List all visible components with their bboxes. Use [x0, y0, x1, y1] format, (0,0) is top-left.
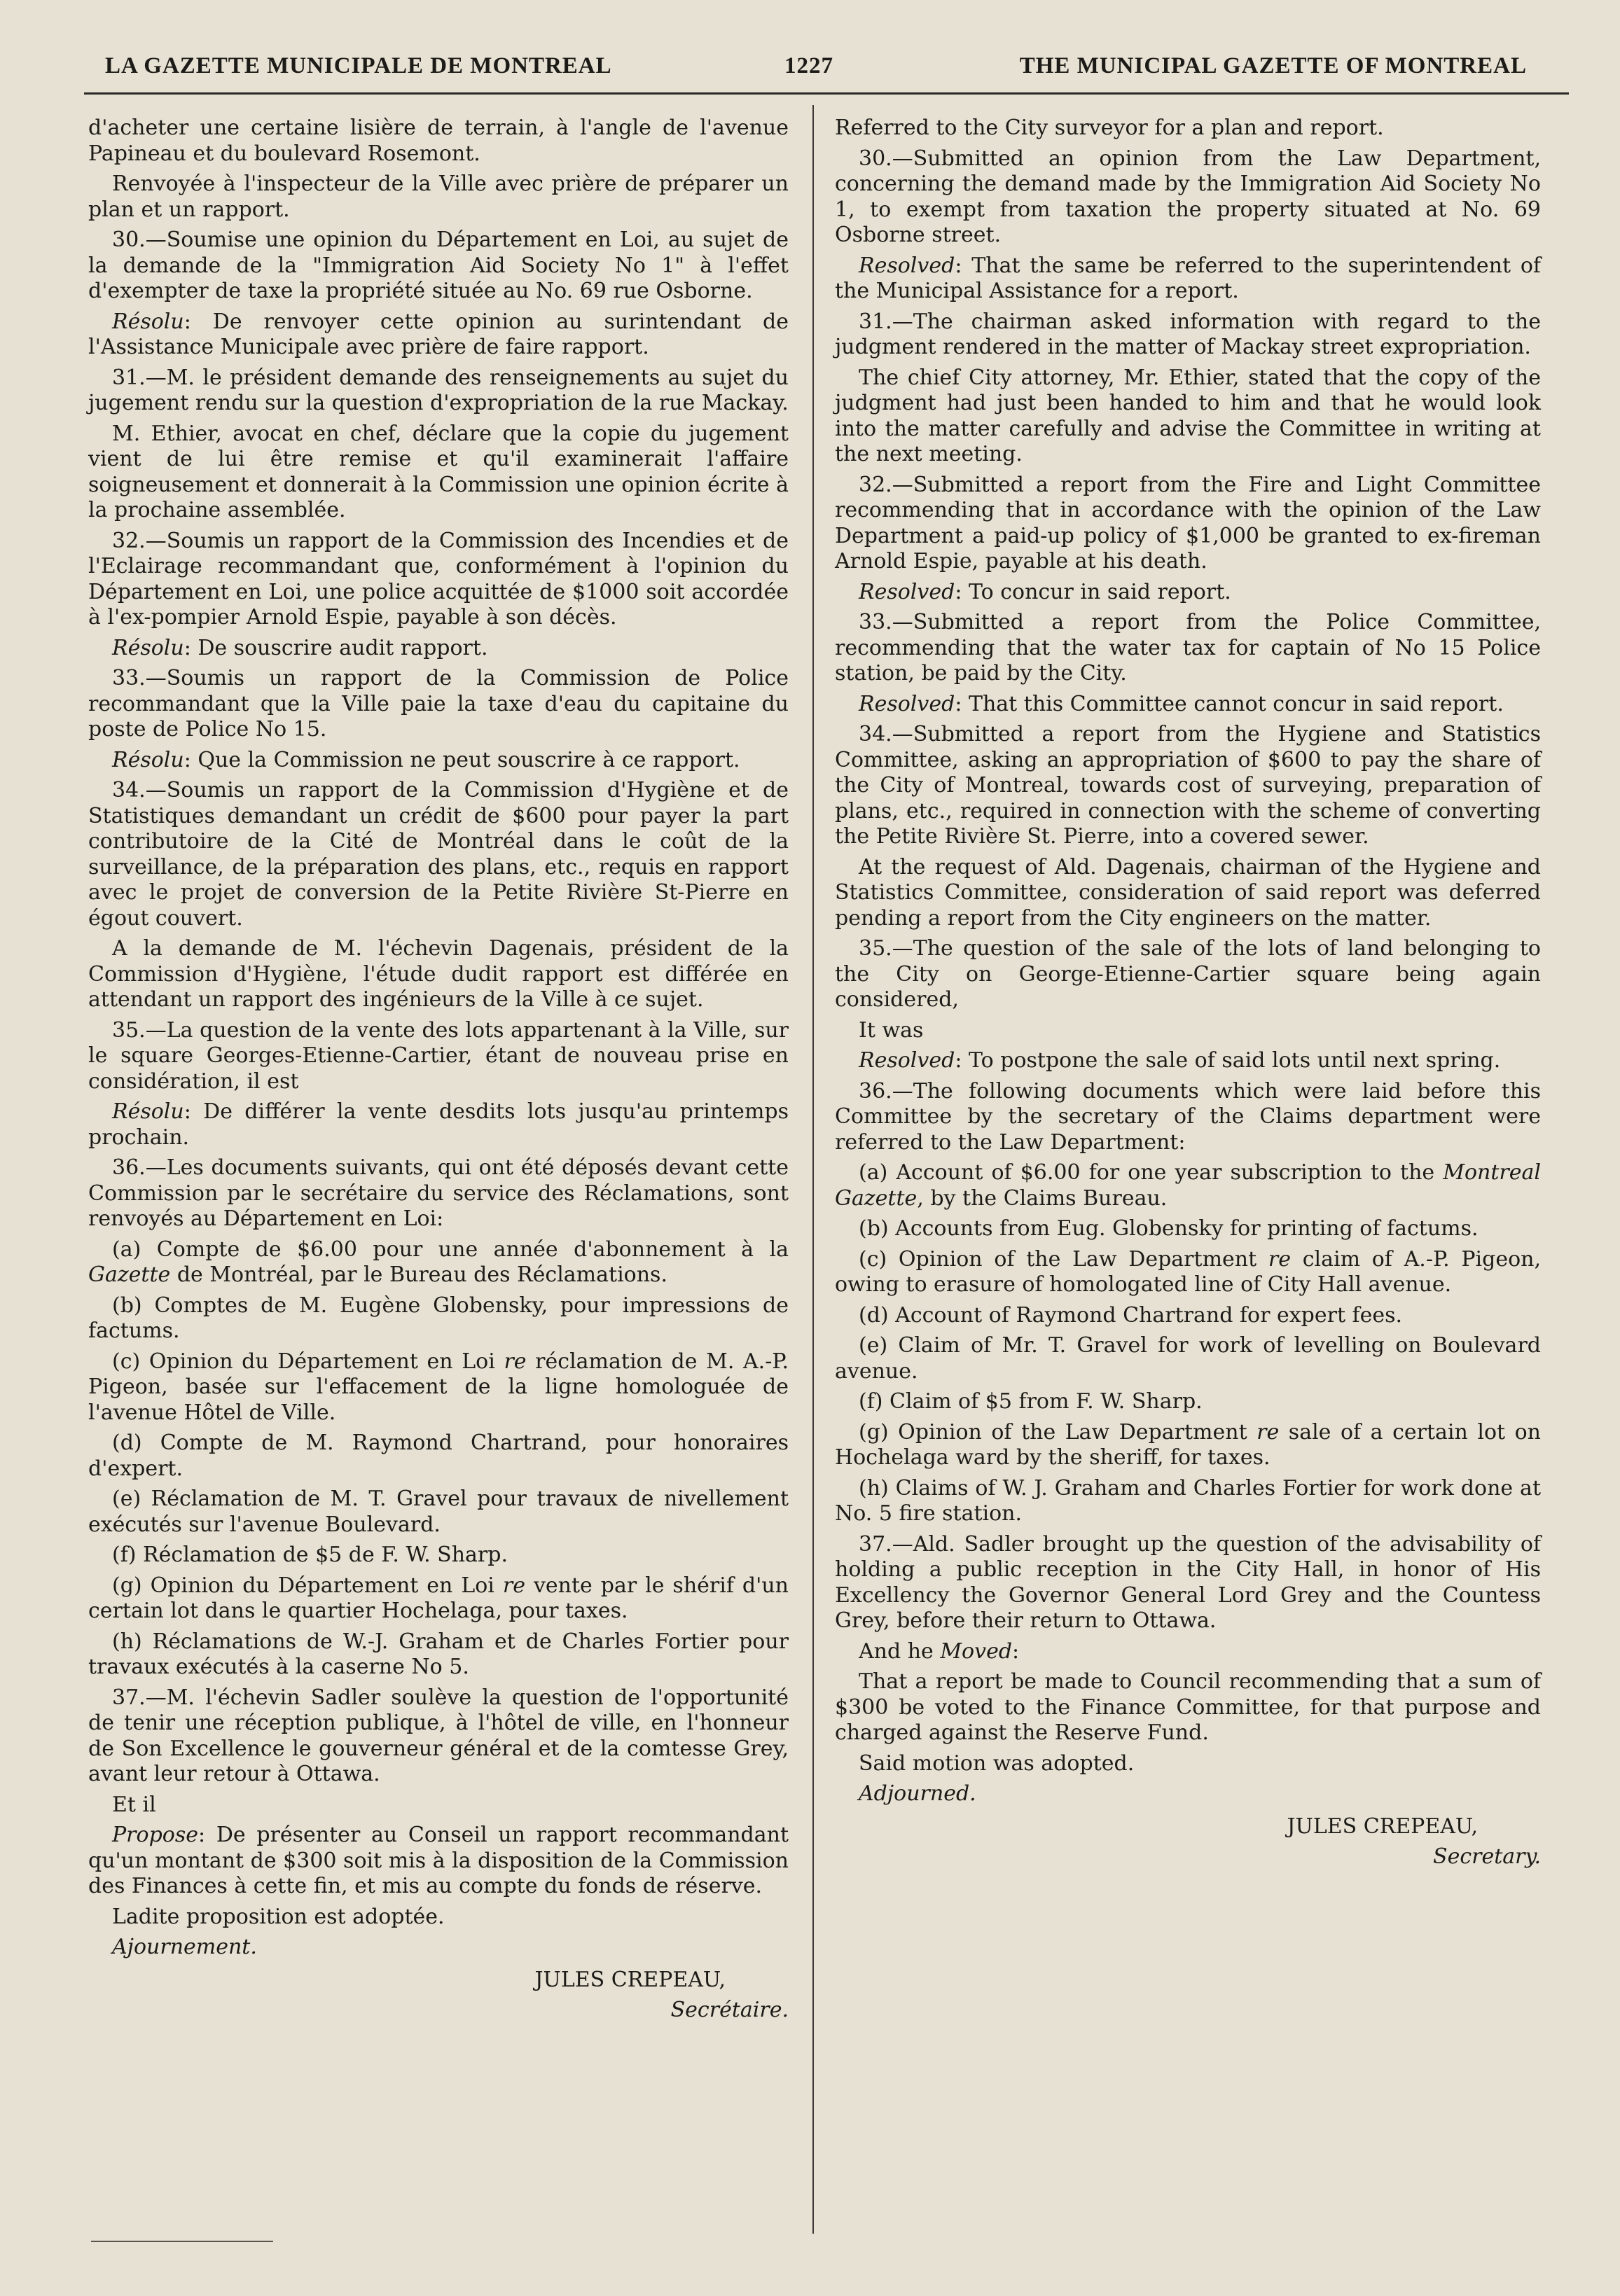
- subitem-text: (a) Account of $6.00 for one year subscription to the: [859, 1160, 1444, 1185]
- resolved-label: Resolved: [859, 691, 955, 716]
- en-item-30: 30.—Submitted an opinion from the Law Department, concerning the demand made by the Immigration Aid Society No 1, to exempt from taxation the property situated at No. 69 Osborne street.: [835, 146, 1541, 247]
- en-subitem-c: [835, 1247, 1541, 1298]
- fr-paragraph: d'acheter une certaine lisière de terrain, à l'angle de l'avenue Papineau et du boulevard Rosemont.: [88, 116, 789, 166]
- signature-role: Secretary.: [1433, 1844, 1541, 1869]
- subitem-text: (g) Opinion of the Law Department: [859, 1419, 1257, 1445]
- signature-name: JULES CREPEAU,: [1287, 1814, 1478, 1839]
- fr-paragraph: Renvoyée à l'inspecteur de la Ville avec prière de préparer un plan et un rapport.: [88, 172, 789, 222]
- subitem-italic: re: [1256, 1419, 1280, 1445]
- fr-item-32: 32.—Soumis un rapport de la Commission des Incendies et de l'Eclairage recommandant que, conformément à l'opinion du Département en Loi, une police acquittée de $1000 soit accordée à l'ex-pompier Arnold Espie, payable à son décès.: [88, 528, 789, 629]
- fr-item-37: 37.—M. l'échevin Sadler soulève la question de l'opportunité de tenir une réception publique, à l'hôtel de ville, en l'honneur de Son Excellence le gouverneur général et de la comtesse Grey, avant leur retour à Ottawa.: [88, 1685, 789, 1786]
- en-resolution: [835, 580, 1541, 606]
- french-column: [88, 116, 789, 2029]
- propose-label: Propose: [112, 1823, 199, 1847]
- header-rule: [84, 92, 1569, 95]
- motion-text: :: [1012, 1638, 1020, 1664]
- page-number: 1227: [784, 53, 833, 78]
- resolution-text: : That this Committee cannot concur in said report.: [955, 691, 1504, 716]
- en-subitem-d: (d) Account of Raymond Chartrand for expert fees.: [859, 1302, 1403, 1328]
- fr-paragraph: Et il: [112, 1792, 156, 1817]
- en-subitem-h: (h) Claims of W. J. Graham and Charles Fortier for work done at No. 5 fire station.: [835, 1475, 1541, 1526]
- fr-subitem-f: (f) Réclamation de $5 de F. W. Sharp.: [112, 1543, 508, 1567]
- signature-name: JULES CREPEAU,: [534, 1967, 726, 1992]
- column-divider: [812, 105, 814, 2234]
- en-adjournment: Adjourned.: [859, 1781, 976, 1806]
- en-signature: [835, 1814, 1541, 1870]
- resolved-label: Resolved: [859, 253, 955, 278]
- signature-role: Secrétaire.: [670, 1998, 789, 2022]
- subitem-italic: re: [502, 1573, 525, 1598]
- en-paragraph: The chief City attorney, Mr. Ethier, stated that the copy of the judgment had just been handed to him and that he would look into the matter carefully and advise the Committee in writing at the next meeting.: [835, 365, 1541, 466]
- resolution-text: : De différer la vente desdits lots jusqu'au printemps prochain.: [88, 1099, 789, 1150]
- en-paragraph: Referred to the City surveyor for a plan and report.: [835, 116, 1384, 140]
- en-subitem-g: [835, 1420, 1541, 1471]
- fr-paragraph: M. Ethier, avocat en chef, déclare que la copie du jugement vient de lui être remise et qu'il examinerait l'affaire soigneusement et donnerait à la Commission une opinion écrite à la prochaine assemblée.: [88, 421, 789, 522]
- subitem-text: (c) Opinion du Département en Loi: [112, 1349, 504, 1374]
- en-subitem-a: [835, 1160, 1541, 1211]
- en-resolution: [835, 692, 1541, 718]
- fr-subitem-a: [88, 1237, 789, 1288]
- subitem-text: réclamation de M. A.-P. Pigeon, basée sur l'effacement de la ligne homologuée de l'avenue Hôtel de Ville.: [88, 1349, 789, 1425]
- en-subitem-f: (f) Claim of $5 from F. W. Sharp.: [859, 1389, 1203, 1414]
- en-resolution: [835, 253, 1541, 305]
- header-english-title: THE MUNICIPAL GAZETTE OF MONTREAL: [1019, 53, 1527, 78]
- fr-item-35: 35.—La question de la vente des lots appartenant à la Ville, sur le square Georges-Etienne-Cartier, étant de nouveau prise en considération, il est: [88, 1017, 789, 1094]
- footer-rule: [91, 2241, 273, 2242]
- fr-item-30: 30.—Soumise une opinion du Département en Loi, au sujet de la demande de la "Immigration Aid Society No 1" à l'effet d'exempter de taxe la propriété située au No. 69 rue Osborne.: [88, 228, 789, 303]
- resolu-label: Résolu: [112, 635, 184, 660]
- en-subitem-b: (b) Accounts from Eug. Globensky for printing of factums.: [859, 1216, 1479, 1241]
- fr-paragraph: Ladite proposition est adoptée.: [112, 1904, 445, 1929]
- subitem-text: , by the Claims Bureau.: [917, 1185, 1168, 1211]
- en-resolution: [835, 1048, 1541, 1074]
- fr-item-34: 34.—Soumis un rapport de la Commission d'Hygiène et de Statistiques demandant un crédit de $600 pour payer la part contributoire de la Cité de Montréal dans le coût de la surveillance, de la préparation des plans, etc., requis en rapport avec le projet de conversion de la Petite Rivière St-Pierre en égout couvert.: [88, 778, 789, 931]
- resolved-label: Resolved: [859, 1048, 955, 1073]
- resolu-label: Résolu: [112, 309, 184, 334]
- header-french-title: LA GAZETTE MUNICIPALE DE MONTREAL: [105, 53, 612, 78]
- subitem-text: de Montréal, par le Bureau des Réclamations.: [170, 1262, 667, 1287]
- resolu-label: Résolu: [112, 747, 184, 772]
- fr-subitem-c: [88, 1349, 789, 1426]
- fr-resolution: [88, 748, 789, 774]
- resolution-text: : Que la Commission ne peut souscrire à ce rapport.: [184, 747, 740, 772]
- en-paragraph: At the request of Ald. Dagenais, chairman of the Hygiene and Statistics Committee, consideration of said report was deferred pending a report from the City engineers on the matter.: [835, 854, 1541, 931]
- fr-subitem-h: (h) Réclamations de W.-J. Graham et de Charles Fortier pour travaux exécutés à la caserne No 5.: [88, 1629, 789, 1679]
- subitem-text: sale of a certain lot on Hochelaga ward by the sheriff, for taxes.: [835, 1419, 1541, 1470]
- en-item-36: 36.—The following documents which were laid before this Committee by the secretary of the Claims department were referred to the Law Department:: [835, 1078, 1541, 1155]
- en-item-35: 35.—The question of the sale of the lots of land belonging to the City on George-Etienne-Cartier square being again considered,: [835, 936, 1541, 1012]
- en-paragraph: Said motion was adopted.: [859, 1751, 1135, 1776]
- moved-label: Moved: [940, 1638, 1013, 1664]
- proposal-text: : De présenter au Conseil un rapport recommandant qu'un montant de $300 soit mis à la disposition de la Commission des Finances à cette fin, et mis au compte du fonds de réserve.: [88, 1823, 789, 1898]
- en-item-32: 32.—Submitted a report from the Fire and Light Committee recommending that in accordance with the opinion of the Law Department a paid-up policy of $1,000 be granted to ex-fireman Arnold Espie, payable at his death.: [835, 472, 1541, 573]
- fr-resolution: [88, 1099, 789, 1150]
- subitem-italic: re: [504, 1349, 527, 1374]
- page-header: [84, 50, 1555, 90]
- en-item-31: 31.—The chairman asked information with regard to the judgment rendered in the matter of Mackay street expropriation.: [835, 309, 1541, 359]
- fr-subitem-g: [88, 1573, 789, 1624]
- en-motion: That a report be made to Council recommending that a sum of $300 be voted to the Finance Committee, for that purpose and charged against the Reserve Fund.: [835, 1669, 1541, 1745]
- fr-item-31: 31.—M. le président demande des renseignements au sujet du jugement rendu sur la question d'expropriation de la rue Mackay.: [88, 365, 789, 415]
- fr-paragraph: A la demande de M. l'échevin Dagenais, président de la Commission d'Hygiène, l'étude dudit rapport est différée en attendant un rapport des ingénieurs de la Ville à ce sujet.: [88, 936, 789, 1012]
- subitem-text: (c) Opinion of the Law Department: [859, 1246, 1268, 1272]
- en-motion-intro: [835, 1639, 1541, 1665]
- resolution-text: : To concur in said report.: [955, 579, 1231, 604]
- fr-resolution: [88, 636, 789, 662]
- resolution-text: : De souscrire audit rapport.: [184, 635, 488, 660]
- resolved-label: Resolved: [859, 579, 955, 604]
- en-item-34: 34.—Submitted a report from the Hygiene and Statistics Committee, asking an appropriation of $600 to pay the share of the City of Montreal, towards cost of surveying, preparation of plans, etc., required in connection with the scheme of converting the Petite Rivière St. Pierre, into a covered sewer.: [835, 722, 1541, 849]
- fr-signature: [88, 1968, 789, 2024]
- subitem-text: claim of A.-P. Pigeon, owing to erasure of homologated line of City Hall avenue.: [835, 1246, 1541, 1297]
- fr-resolution: [88, 309, 789, 361]
- resolution-text: : That the same be referred to the superintendent of the Municipal Assistance for a report.: [835, 253, 1541, 303]
- en-item-33: 33.—Submitted a report from the Police Committee, recommending that the water tax for captain of No 15 Police station, be paid by the City.: [835, 610, 1541, 686]
- fr-proposal: [88, 1823, 789, 1900]
- fr-subitem-d: (d) Compte de M. Raymond Chartrand, pour honoraires d'expert.: [88, 1431, 789, 1481]
- subitem-text: vente par le shérif d'un certain lot dans le quartier Hochelaga, pour taxes.: [88, 1573, 789, 1623]
- fr-item-36: 36.—Les documents suivants, qui ont été déposés devant cette Commission par le secrétaire du service des Réclamations, sont renvoyés au Département en Loi:: [88, 1155, 789, 1231]
- resolu-label: Résolu: [112, 1099, 184, 1124]
- subitem-italic: Gazette: [88, 1262, 171, 1287]
- fr-adjournment: Ajournement.: [112, 1935, 257, 1959]
- fr-subitem-b: (b) Comptes de M. Eugène Globensky, pour impressions de factums.: [88, 1293, 789, 1343]
- subitem-italic: re: [1268, 1246, 1291, 1272]
- resolution-text: : De renvoyer cette opinion au surintendant de l'Assistance Municipale avec prière de faire rapport.: [88, 309, 789, 359]
- en-subitem-e: (e) Claim of Mr. T. Gravel for work of levelling on Boulevard avenue.: [835, 1333, 1541, 1384]
- subitem-text: (a) Compte de $6.00 pour une année d'abonnement à la: [112, 1237, 789, 1262]
- fr-item-33: 33.—Soumis un rapport de la Commission de Police recommandant que la Ville paie la taxe d'eau du capitaine du poste de Police No 15.: [88, 666, 789, 742]
- motion-text: And he: [859, 1638, 941, 1664]
- en-paragraph: It was: [859, 1017, 924, 1043]
- fr-subitem-e: (e) Réclamation de M. T. Gravel pour travaux de nivellement exécutés sur l'avenue Boulevard.: [88, 1487, 789, 1537]
- resolution-text: : To postpone the sale of said lots until next spring.: [955, 1048, 1501, 1073]
- english-column: [835, 116, 1541, 1875]
- en-item-37: 37.—Ald. Sadler brought up the question of the advisability of holding a public reception in the City Hall, in honor of His Excellency the Governor General Lord Grey and the Countess Grey, before their return to Ottawa.: [835, 1531, 1541, 1633]
- subitem-text: (g) Opinion du Département en Loi: [112, 1573, 503, 1598]
- subitem-italic: Montreal Gazette: [835, 1160, 1541, 1211]
